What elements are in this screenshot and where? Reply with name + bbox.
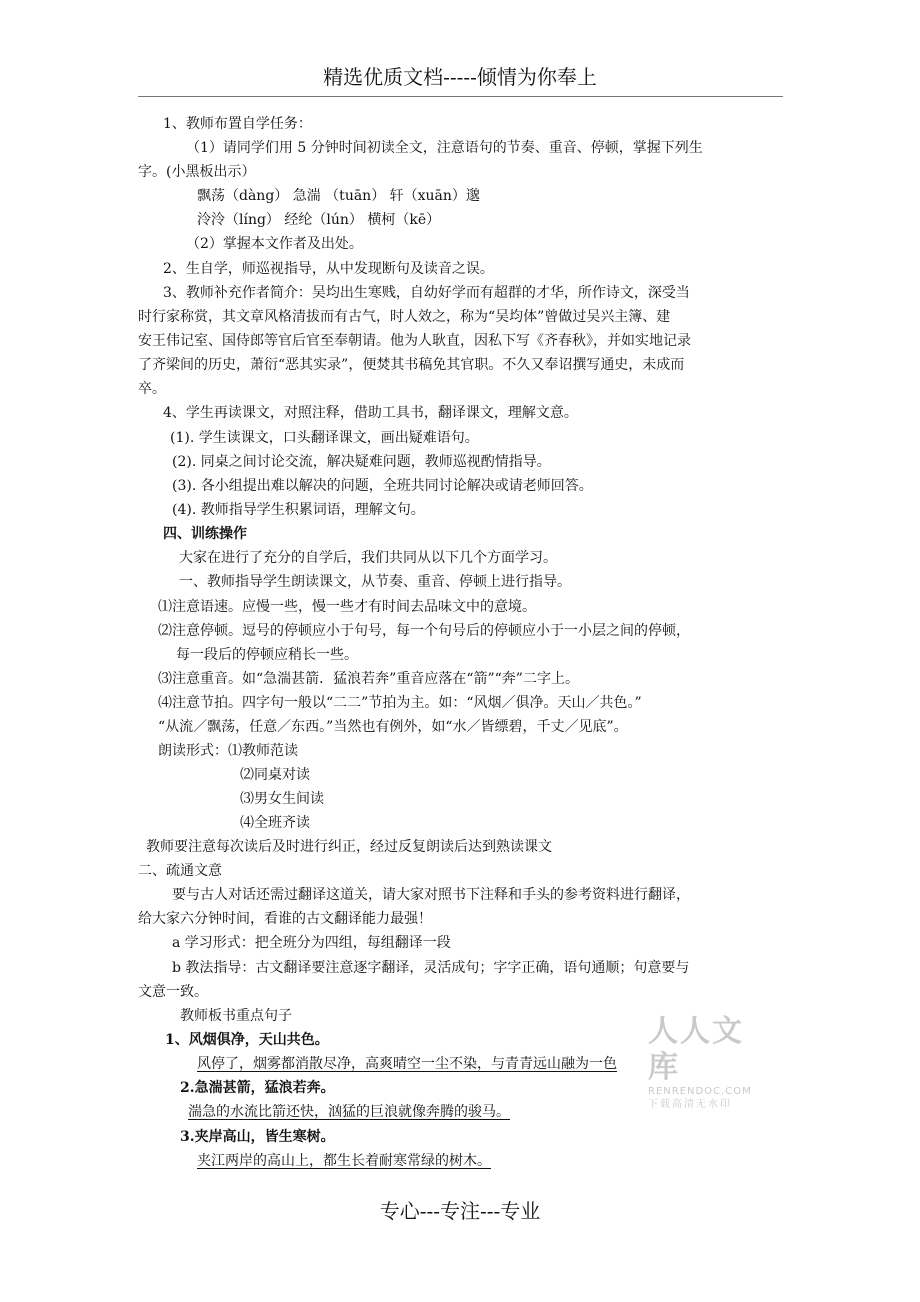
text-line: (1). 学生读课文，口头翻译课文，画出疑难语句。 [170, 430, 479, 446]
text-line: 给大家六分钟时间，看谁的古文翻译能力最强！ [138, 911, 432, 927]
page-header-title: 精选优质文档-----倾情为你奉上 [323, 65, 597, 89]
text-line: 了齐梁间的历史，萧衍“恶其实录”，便焚其书稿免其官职。不久又奉诏撰写通史，未成而 [138, 357, 685, 373]
text-line: (2). 同桌之间讨论交流，解决疑难问题，教师巡视酌情指导。 [172, 454, 551, 470]
text-line: 4、学生再读课文，对照注释，借助工具书，翻译课文，理解文意。 [163, 405, 578, 421]
key-sentence: 1、风烟俱净，天山共色。 [165, 1032, 329, 1048]
text-line: 卒。 [138, 381, 166, 397]
header-divider [138, 96, 783, 97]
text-line: 2、生自学，师巡视指导，从中发现断句及读音之误。 [163, 261, 494, 277]
text-line: ⑷全班齐读 [240, 815, 310, 831]
text-line: 字。(小黑板出示） [138, 164, 256, 180]
text-line: 大家在进行了充分的自学后，我们共同从以下几个方面学习。 [179, 550, 557, 566]
text-line: (3). 各小组提出难以解决的问题，全班共同讨论解决或请老师回答。 [172, 478, 593, 494]
watermark-title: 人人文库 [648, 1014, 744, 1085]
text-line: 飘荡（dàng） 急湍 （tuān） 轩（xuān）邈 [197, 188, 480, 204]
text-line: （1）请同学们用 5 分钟时间初读全文，注意语句的节奏、重音、停顿，掌握下列生 [186, 140, 703, 156]
text-line: 1、教师布置自学任务： [163, 116, 312, 132]
watermark-tagline: 下载高清无水印 [648, 1099, 732, 1110]
section-heading: 四、训练操作 [163, 526, 247, 542]
section-heading: 二、疏通文意 [138, 863, 222, 879]
text-line: “从流／飘荡，任意／东西。”当然也有例外，如“水／皆缥碧，千丈／见底”。 [158, 719, 628, 735]
text-line: ⑷注意节拍。四字句一般以“二二”节拍为主。如：“风烟／俱净。天山／共色。” [158, 695, 642, 711]
text-line: ⑵同桌对读 [240, 767, 310, 783]
text-line: ⑶男女生间读 [240, 791, 324, 807]
text-line: b 教法指导：古文翻译要注意逐字翻译，灵活成句；字字正确，语句通顺；句意要与 [172, 960, 690, 976]
key-sentence: 3.夹岸高山，皆生寒树。 [180, 1129, 335, 1145]
text-line: ⑵注意停顿。逗号的停顿应小于句号，每一个句号后的停顿应小于一小层之间的停顿， [158, 623, 690, 639]
translation-line: 湍急的水流比箭还快，汹猛的巨浪就像奔腾的骏马。 [188, 1104, 510, 1120]
text-line: 安王伟记室、国侍郎等官后官至奉朝请。他为人耿直，因私下写《齐春秋》，并如实地记录 [138, 333, 691, 349]
text-line: 时行家称赏，其文章风格清拔而有古气，时人效之，称为“吴均体”曾做过吴兴主簿、建 [138, 309, 671, 325]
text-line: 一、教师指导学生朗读课文，从节奏、重音、停顿上进行指导。 [179, 574, 571, 590]
text-line: 教师板书重点句子 [180, 1008, 292, 1024]
text-line: 泠泠（líng） 经纶（lún） 横柯（kē） [197, 212, 441, 228]
watermark-url: RENRENDOC.COM [648, 1086, 752, 1097]
text-line: (4). 教师指导学生积累词语，理解文句。 [172, 502, 425, 518]
text-line: 每一段后的停顿应稍长一些。 [176, 647, 358, 663]
key-sentence: 2.急湍甚箭，猛浪若奔。 [180, 1080, 335, 1096]
text-line: ⑶注意重音。如“急湍甚箭．猛浪若奔”重音应落在“箭”“奔”二字上。 [158, 671, 579, 687]
translation-line: 夹江两岸的高山上，都生长着耐寒常绿的树木。 [197, 1153, 491, 1169]
text-line: 3、教师补充作者简介：吴均出生寒贱，自幼好学而有超群的才华，所作诗文，深受当 [163, 285, 690, 301]
translation-line: 风停了，烟雾都消散尽净，高爽晴空一尘不染，与青青远山融为一色 [197, 1056, 617, 1072]
text-line: 要与古人对话还需过翻译这道关，请大家对照书下注释和手头的参考资料进行翻译， [172, 887, 690, 903]
watermark-logo [648, 1014, 774, 1110]
text-line: 朗读形式：⑴教师范读 [158, 743, 298, 759]
text-line: 教师要注意每次读后及时进行纠正，经过反复朗读后达到熟读课文 [146, 839, 552, 855]
text-line: （2）掌握本文作者及出处。 [186, 236, 363, 252]
text-line: 文意一致。 [138, 984, 208, 1000]
page-footer: 专心---专注---专业 [379, 1199, 541, 1223]
text-line: a 学习形式：把全班分为四组，每组翻译一段 [172, 935, 451, 951]
text-line: ⑴注意语速。应慢一些，慢一些才有时间去品味文中的意境。 [158, 599, 536, 615]
